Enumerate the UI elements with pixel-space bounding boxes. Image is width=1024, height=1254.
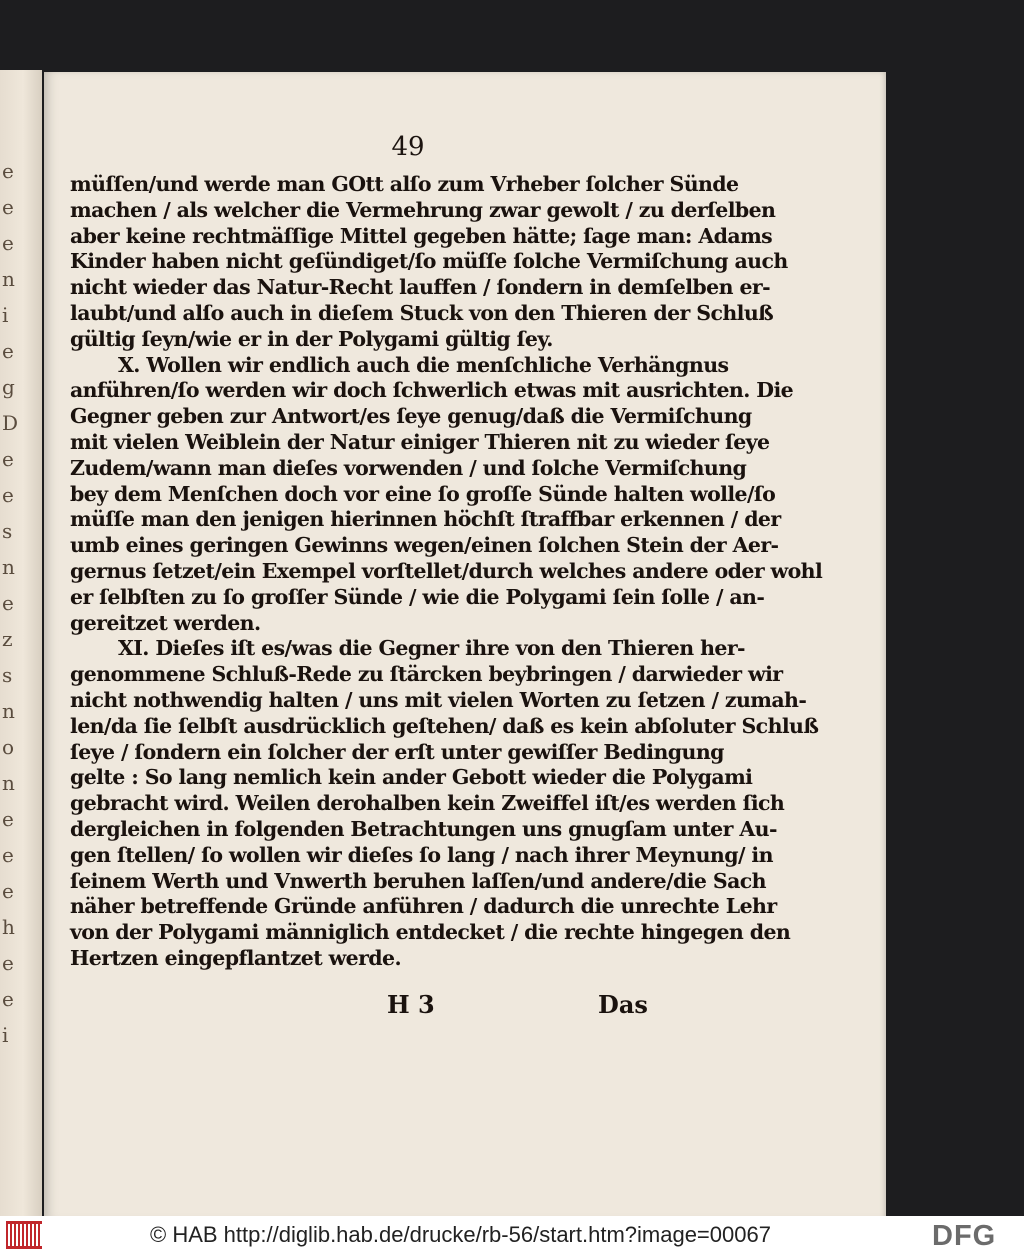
text-line: gen ſtellen/ ſo wollen wir dieſes ſo lang / nach ihrer Meynung/ in [70, 842, 773, 867]
text-line: laubt/und alſo auch in dieſem Stuck von den Thieren der Schluß [70, 300, 774, 325]
left-page-edge [0, 70, 42, 1220]
left-page-fragment: s [2, 663, 13, 687]
text-line: dergleichen in folgenden Betrachtungen uns gnugſam unter Au- [70, 816, 777, 841]
text-line: genommene Schluß-Rede zu ſtärcken beybringen / darwieder wir [70, 662, 783, 687]
text-line: umb eines geringen Gewinns wegen/einen ſolchen Stein der Aer- [70, 533, 779, 558]
left-page-fragment: e [2, 231, 14, 255]
page-text-block [70, 172, 823, 972]
page-number: 49 [391, 132, 425, 162]
source-url-link[interactable]: © HAB http://diglib.hab.de/drucke/rb-56/start.htm?image=00067 [150, 1222, 771, 1247]
text-line: X. Wollen wir endlich auch die menſchliche Verhängnus [118, 352, 729, 377]
text-line: er ſelbſten zu ſo groſſer Sünde / wie die Polygami ſein ſolle / an- [70, 584, 765, 609]
text-line: Gegner geben zur Antwort/es ſeye genug/daß die Vermiſchung [70, 404, 752, 429]
text-line: gültig ſeyn/wie er in der Polygami gültig ſey. [70, 326, 553, 351]
left-page-fragment: i [2, 1023, 9, 1047]
left-page-fragment: n [2, 699, 15, 723]
left-page-fragment: i [2, 303, 9, 327]
left-page-fragment: h [2, 915, 15, 939]
text-line: machen / als welcher die Vermehrung zwar gewolt / zu derſelben [70, 197, 776, 222]
left-page-fragment: n [2, 771, 15, 795]
left-page-fragment: o [2, 735, 15, 759]
left-page-fragment: e [2, 195, 14, 219]
text-line: gernus ſetzet/ein Exempel vorſtellet/durch welches andere oder wohl [70, 558, 823, 583]
text-line: näher betreffende Gründe anführen / dadurch die unrechte Lehr [70, 894, 777, 919]
text-line: von der Polygami männiglich entdecket / die rechte hingegen den [70, 920, 791, 945]
text-line: Zudem/wann man dieſes vorwenden / und ſolche Vermiſchung [70, 455, 747, 480]
hab-logo-icon[interactable] [6, 1221, 42, 1249]
text-line: aber keine rechtmäſſige Mittel gegeben hätte; ſage man: Adams [70, 223, 773, 248]
text-line: bey dem Menſchen doch vor eine ſo groſſe Sünde halten wolle/ſo [70, 481, 776, 506]
left-page-fragment: e [2, 879, 14, 903]
left-page-fragment: e [2, 843, 14, 867]
book-page [44, 72, 886, 1220]
signature-mark: H 3 [387, 990, 435, 1019]
text-line: XI. Dieſes iſt es/was die Gegner ihre von den Thieren her- [118, 636, 745, 661]
text-line: müſſe man den jenigen hierinnen höchſt ſtraffbar erkennen / der [70, 507, 781, 532]
left-page-fragment: s [2, 519, 13, 543]
text-line: müſſen/und werde man GOtt alſo zum Vrheber ſolcher Sünde [70, 172, 739, 196]
left-page-fragment: e [2, 339, 14, 363]
left-page-fragment: g [2, 375, 15, 399]
left-page-fragment: e [2, 159, 14, 183]
text-line: len/da ſie ſelbſt ausdrücklich geſtehen/ daß es kein abſoluter Schluß [70, 713, 819, 738]
viewer-footer [0, 1216, 1024, 1254]
dfg-logo[interactable]: DFG [932, 1220, 997, 1252]
text-line: nicht nothwendig halten / uns mit vielen Worten zu ſetzen / zumah- [70, 687, 807, 712]
text-line: mit vielen Weiblein der Natur einiger Thieren nit zu wieder ſeye [70, 429, 770, 454]
text-line: gereitzet werden. [70, 610, 261, 635]
left-page-fragment: e [2, 483, 14, 507]
text-line: gelte : So lang nemlich kein ander Gebott wieder die Polygami [70, 765, 753, 790]
left-page-fragment: n [2, 555, 15, 579]
left-page-fragment: e [2, 987, 14, 1011]
text-line: ſeinem Werth und Vnwerth beruhen laſſen/und andere/die Sach [70, 868, 766, 893]
text-line: Kinder haben nicht geſündiget/ſo müſſe ſolche Vermiſchung auch [70, 249, 788, 274]
text-line: gebracht wird. Weilen derohalben kein Zweiffel iſt/es werden ſich [70, 791, 785, 816]
text-line: ſeye / ſondern ein ſolcher der erſt unter gewiſſer Bedingung [70, 739, 724, 764]
left-page-fragment: n [2, 267, 15, 291]
left-page-fragment: z [2, 627, 13, 651]
text-line: anführen/ſo werden wir doch ſchwerlich etwas mit ausrichten. Die [70, 378, 794, 403]
left-page-fragment: D [2, 411, 19, 435]
left-page-fragment: e [2, 447, 14, 471]
catchword: Das [598, 990, 648, 1019]
text-line: nicht wieder das Natur-Recht lauffen / ſondern in demſelben er- [70, 275, 771, 300]
left-page-fragment: e [2, 591, 14, 615]
left-page-fragment: e [2, 807, 14, 831]
left-page-fragment: e [2, 951, 14, 975]
text-line: Hertzen eingepflantzet werde. [70, 945, 402, 970]
